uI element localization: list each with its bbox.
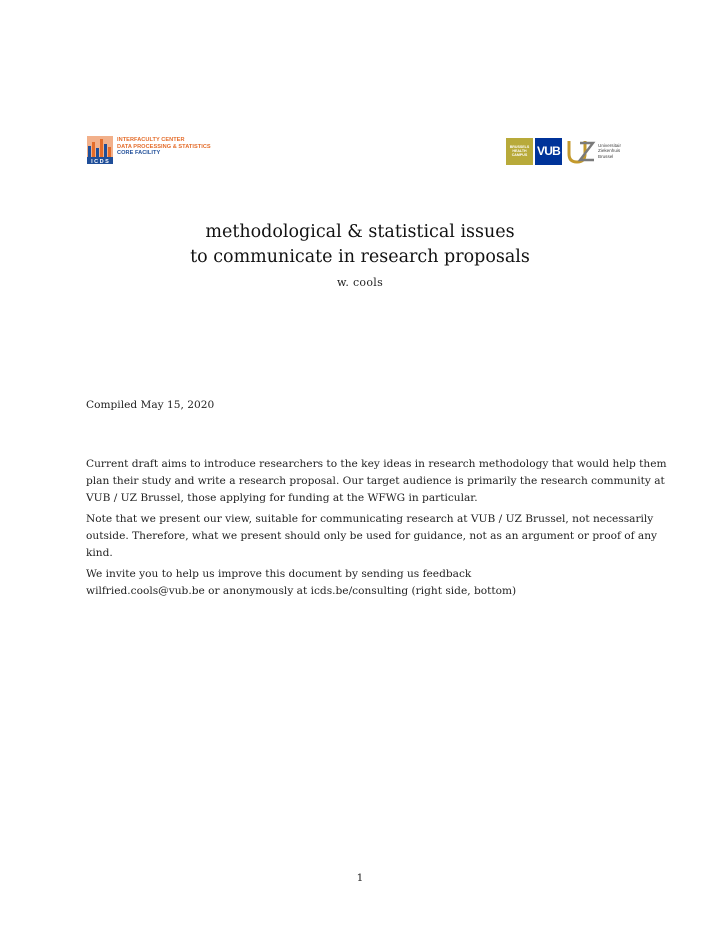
- uz-brussel-logo-icon: [566, 138, 596, 165]
- paragraph-line: outside. Therefore, what we present should only be used for guidance, not as an argument or proof of any: [86, 530, 658, 542]
- paragraph-line: plan their study and write a research proposal. Our target audience is primarily the research community at: [86, 475, 665, 487]
- vub-logo: VUB: [535, 138, 562, 165]
- partner-logos: [506, 137, 621, 165]
- brussels-health-campus-logo: [506, 138, 533, 165]
- icds-line-1: INTERFACULTY CENTER: [117, 137, 185, 143]
- icds-logo: [87, 136, 211, 164]
- compiled-date: Compiled May 15, 2020: [86, 399, 215, 411]
- icds-acronym: I C D S: [91, 159, 109, 164]
- paragraph-line: Current draft aims to introduce researchers to the key ideas in research methodology that would help them: [86, 458, 667, 470]
- paragraph-line: We invite you to help us improve this document by sending us feedback: [86, 568, 472, 580]
- icds-line-3: CORE FACILITY: [117, 150, 161, 157]
- title-block: [0, 220, 720, 289]
- campus-line-1: BRUSSELS: [509, 144, 530, 149]
- uz-line-1: Universitair: [598, 142, 621, 148]
- feedback-paragraph: [86, 566, 636, 600]
- uz-line-3: Brussel: [598, 153, 614, 159]
- page-number: 1: [356, 872, 364, 884]
- campus-line-2: HEALTH: [512, 148, 527, 153]
- icds-line-2: DATA PROCESSING & STATISTICS: [117, 143, 211, 150]
- icds-wordmark: [117, 136, 211, 157]
- author: w. cools: [336, 276, 384, 289]
- icds-chart-icon: [87, 136, 113, 164]
- document-title-line-1: methodological & statistical issues: [205, 222, 515, 242]
- uz-line-2: Ziekenhuis: [598, 148, 621, 154]
- paragraph-line: kind.: [86, 547, 113, 559]
- intro-paragraph: [86, 456, 667, 507]
- document-title-line-2: to communicate in research proposals: [190, 247, 530, 267]
- paragraph-line: Note that we present our view, suitable for communicating research at VUB / UZ Brussel, not necessarily: [86, 513, 654, 525]
- paragraph-line: VUB / UZ Brussel, those applying for funding at the WFWG in particular.: [86, 492, 478, 504]
- paragraph-line: wilfried.cools@vub.be or anonymously at icds.be/consulting (right side, bottom): [86, 585, 517, 597]
- campus-line-3: CAMPUS: [511, 153, 528, 158]
- uz-brussel-wordmark: [598, 143, 621, 159]
- disclaimer-paragraph: [86, 511, 658, 562]
